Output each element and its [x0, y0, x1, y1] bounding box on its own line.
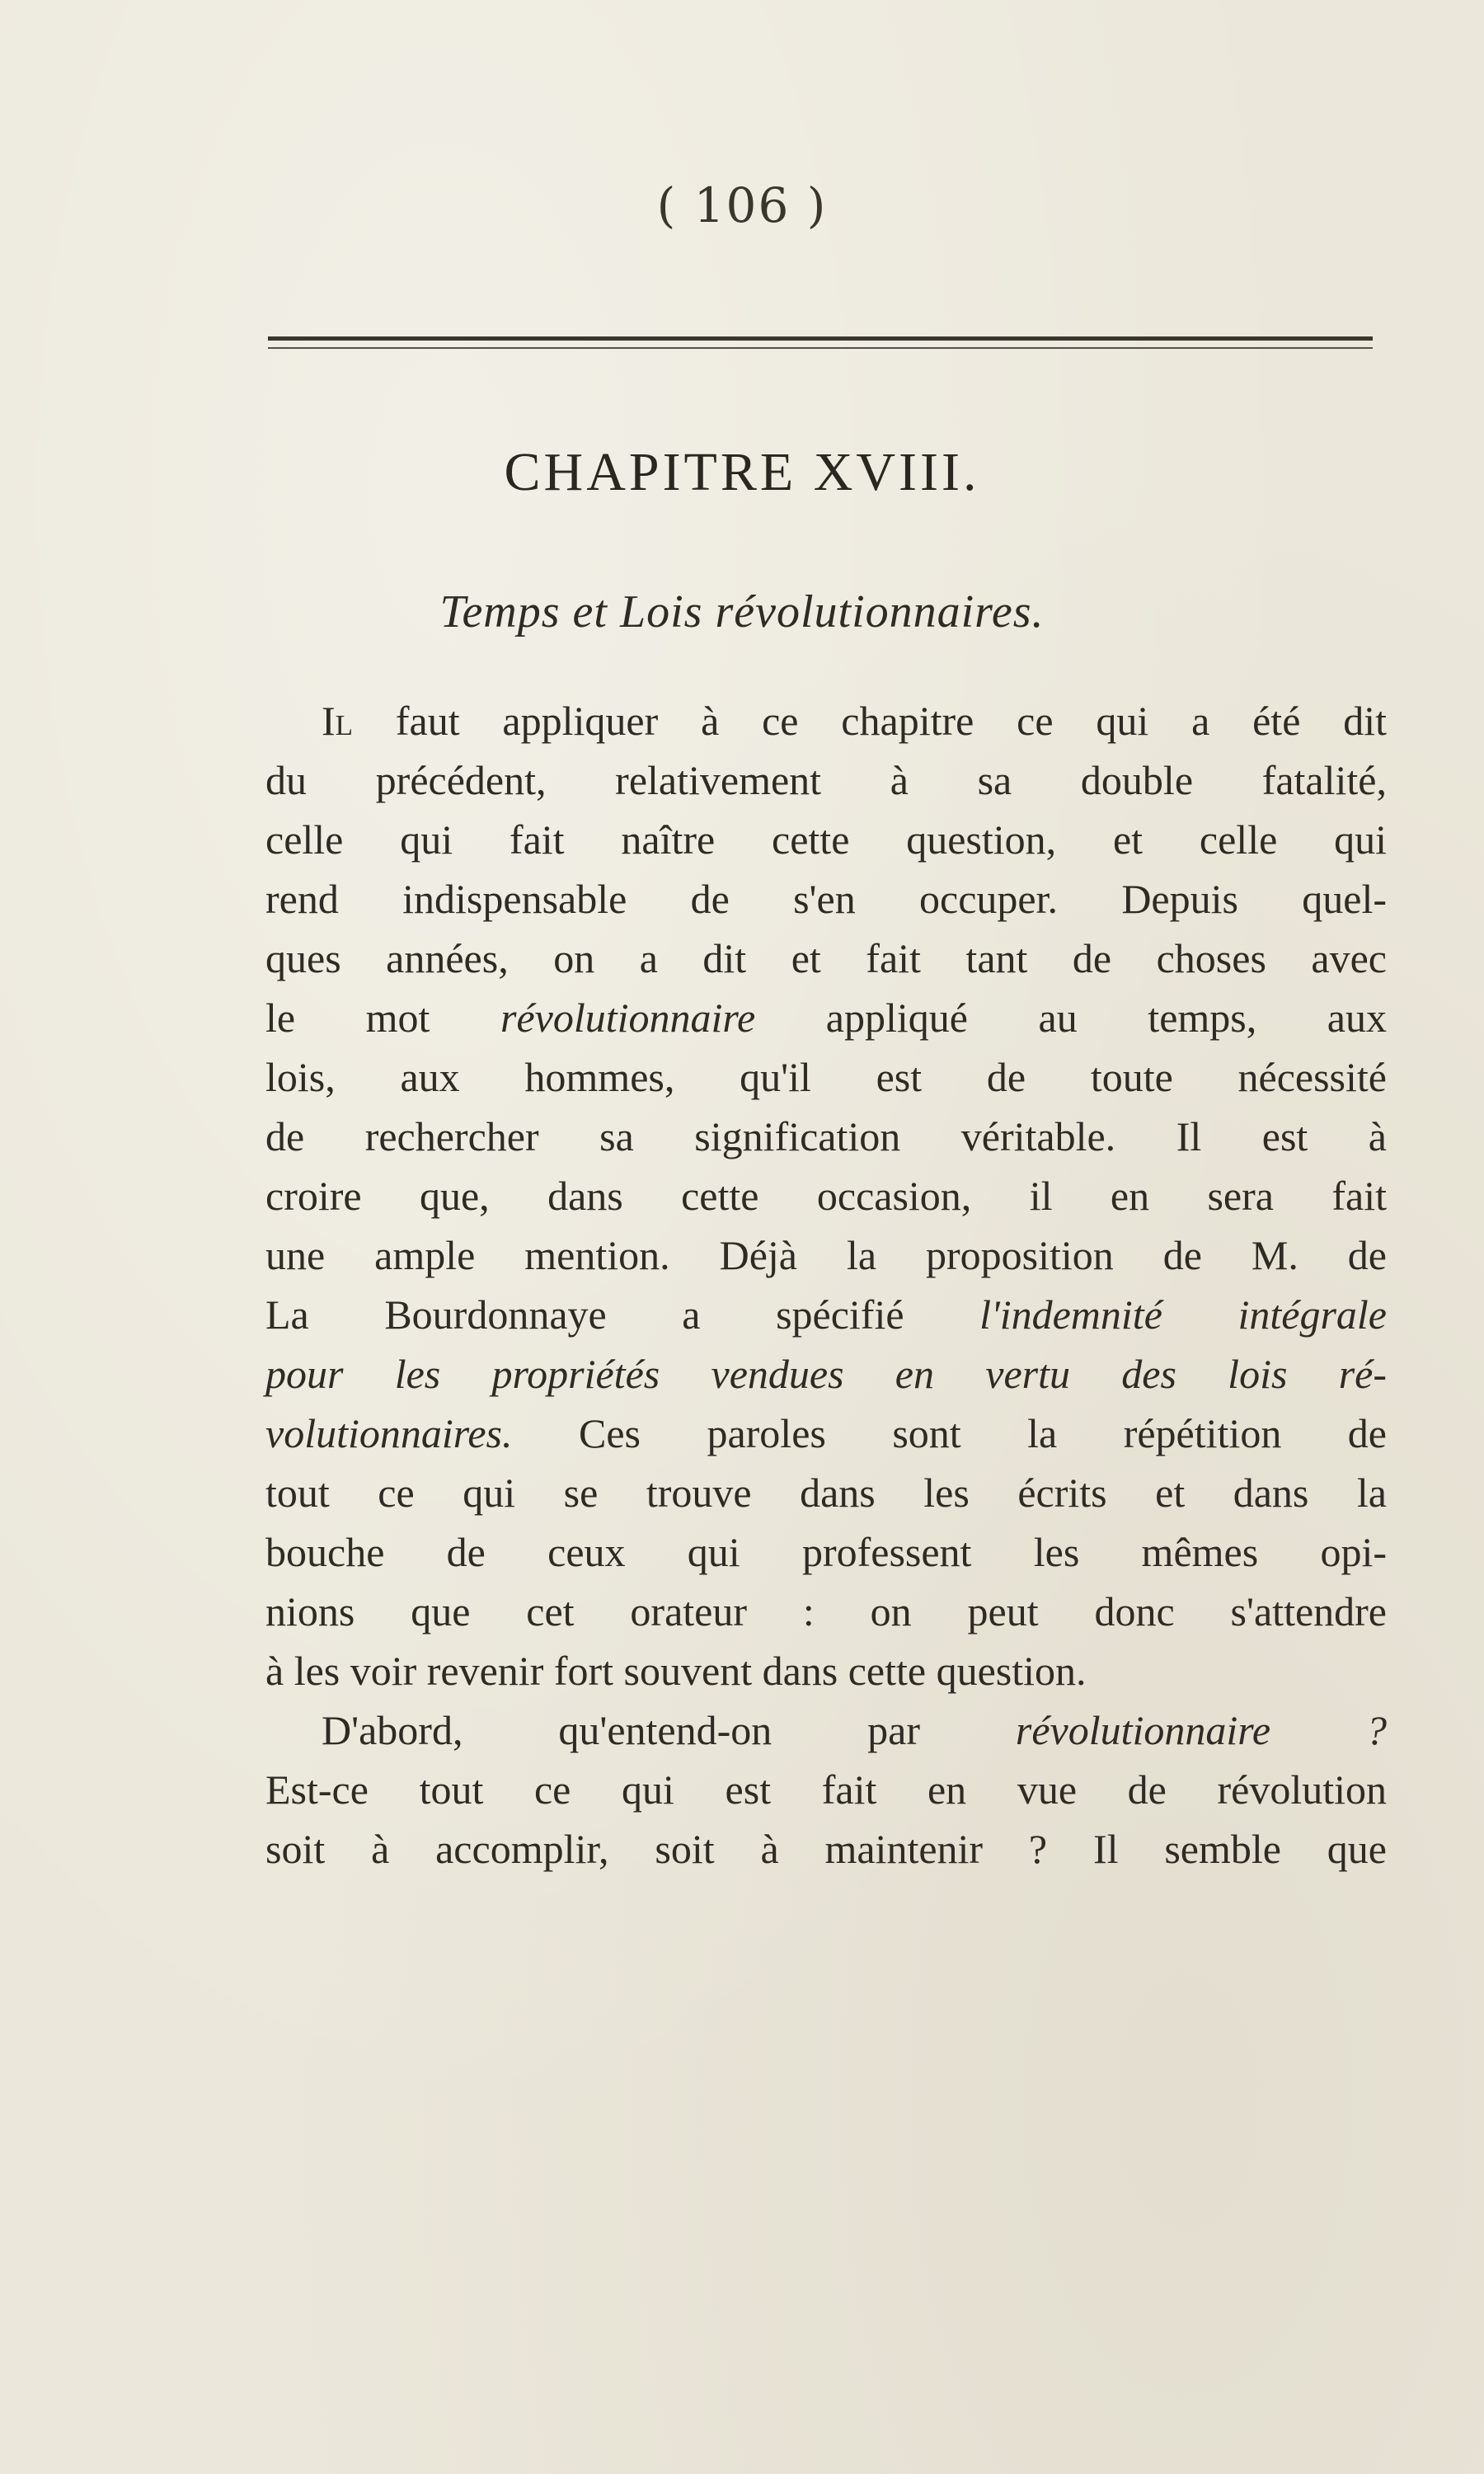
page-number: ( 106 ): [656, 177, 828, 233]
text-line: croire que, dans cette occasion, il en sera fait: [265, 1173, 1387, 1219]
text-line: [265, 1700, 1387, 1760]
header-rule: [268, 336, 1373, 349]
italic-segment: volutionnaires.: [265, 1410, 513, 1456]
text-segment: appliqué au temps, aux: [755, 995, 1387, 1041]
text-line: une ample mention. Déjà la proposition de M. de: [265, 1232, 1387, 1278]
text-line: ques années, on a dit et fait tant de choses avec: [265, 935, 1387, 981]
text-segment: le mot: [265, 995, 501, 1041]
text-line: [265, 691, 1387, 750]
text-line: bouche de ceux qui professent les mêmes opi-: [265, 1529, 1387, 1575]
text-segment: faut appliquer à ce chapitre ce qui a été dit: [353, 698, 1387, 744]
header-rule-thick: [268, 336, 1373, 341]
drop-word: Il: [322, 698, 354, 744]
text-line: lois, aux hommes, qu'il est de toute nécessité: [265, 1054, 1387, 1100]
italic-segment: l'indemnité intégrale: [979, 1291, 1387, 1338]
chapter-subtitle: Temps et Lois révolutionnaires.: [439, 586, 1045, 637]
text-line: de rechercher sa signification véritable. Il est à: [265, 1113, 1387, 1159]
text-line: [265, 988, 1387, 1047]
text-line: pour les propriétés vendues en vertu des lois ré-: [265, 1351, 1387, 1397]
italic-segment: révolutionnaire ?: [1015, 1707, 1387, 1753]
text-line: [265, 1285, 1387, 1344]
text-line: [265, 1404, 1387, 1463]
text-line: nions que cet orateur : on peut donc s'attendre: [265, 1588, 1387, 1634]
text-line: celle qui fait naître cette question, et celle qui: [265, 816, 1387, 863]
header-rule-thin: [268, 347, 1373, 349]
text-line: tout ce qui se trouve dans les écrits et dans la: [265, 1470, 1387, 1516]
text-segment: D'abord, qu'entend-on par: [322, 1707, 1016, 1753]
chapter-title: CHAPITRE XVIII.: [504, 442, 980, 502]
text-line: du précédent, relativement à sa double fatalité,: [265, 757, 1387, 803]
text-line: à les voir revenir fort souvent dans cette question.: [265, 1648, 1087, 1694]
text-line: soit à accomplir, soit à maintenir ? Il semble que: [265, 1826, 1387, 1872]
text-segment: Ces paroles sont la répétition de: [512, 1410, 1387, 1456]
italic-segment: révolutionnaire: [500, 995, 756, 1041]
text-line: rend indispensable de s'en occuper. Depuis quel-: [265, 876, 1387, 922]
text-segment: La Bourdonnaye a spécifié: [265, 1291, 980, 1338]
body-text: [265, 691, 1387, 1879]
text-line: Est-ce tout ce qui est fait en vue de révolution: [265, 1766, 1387, 1813]
